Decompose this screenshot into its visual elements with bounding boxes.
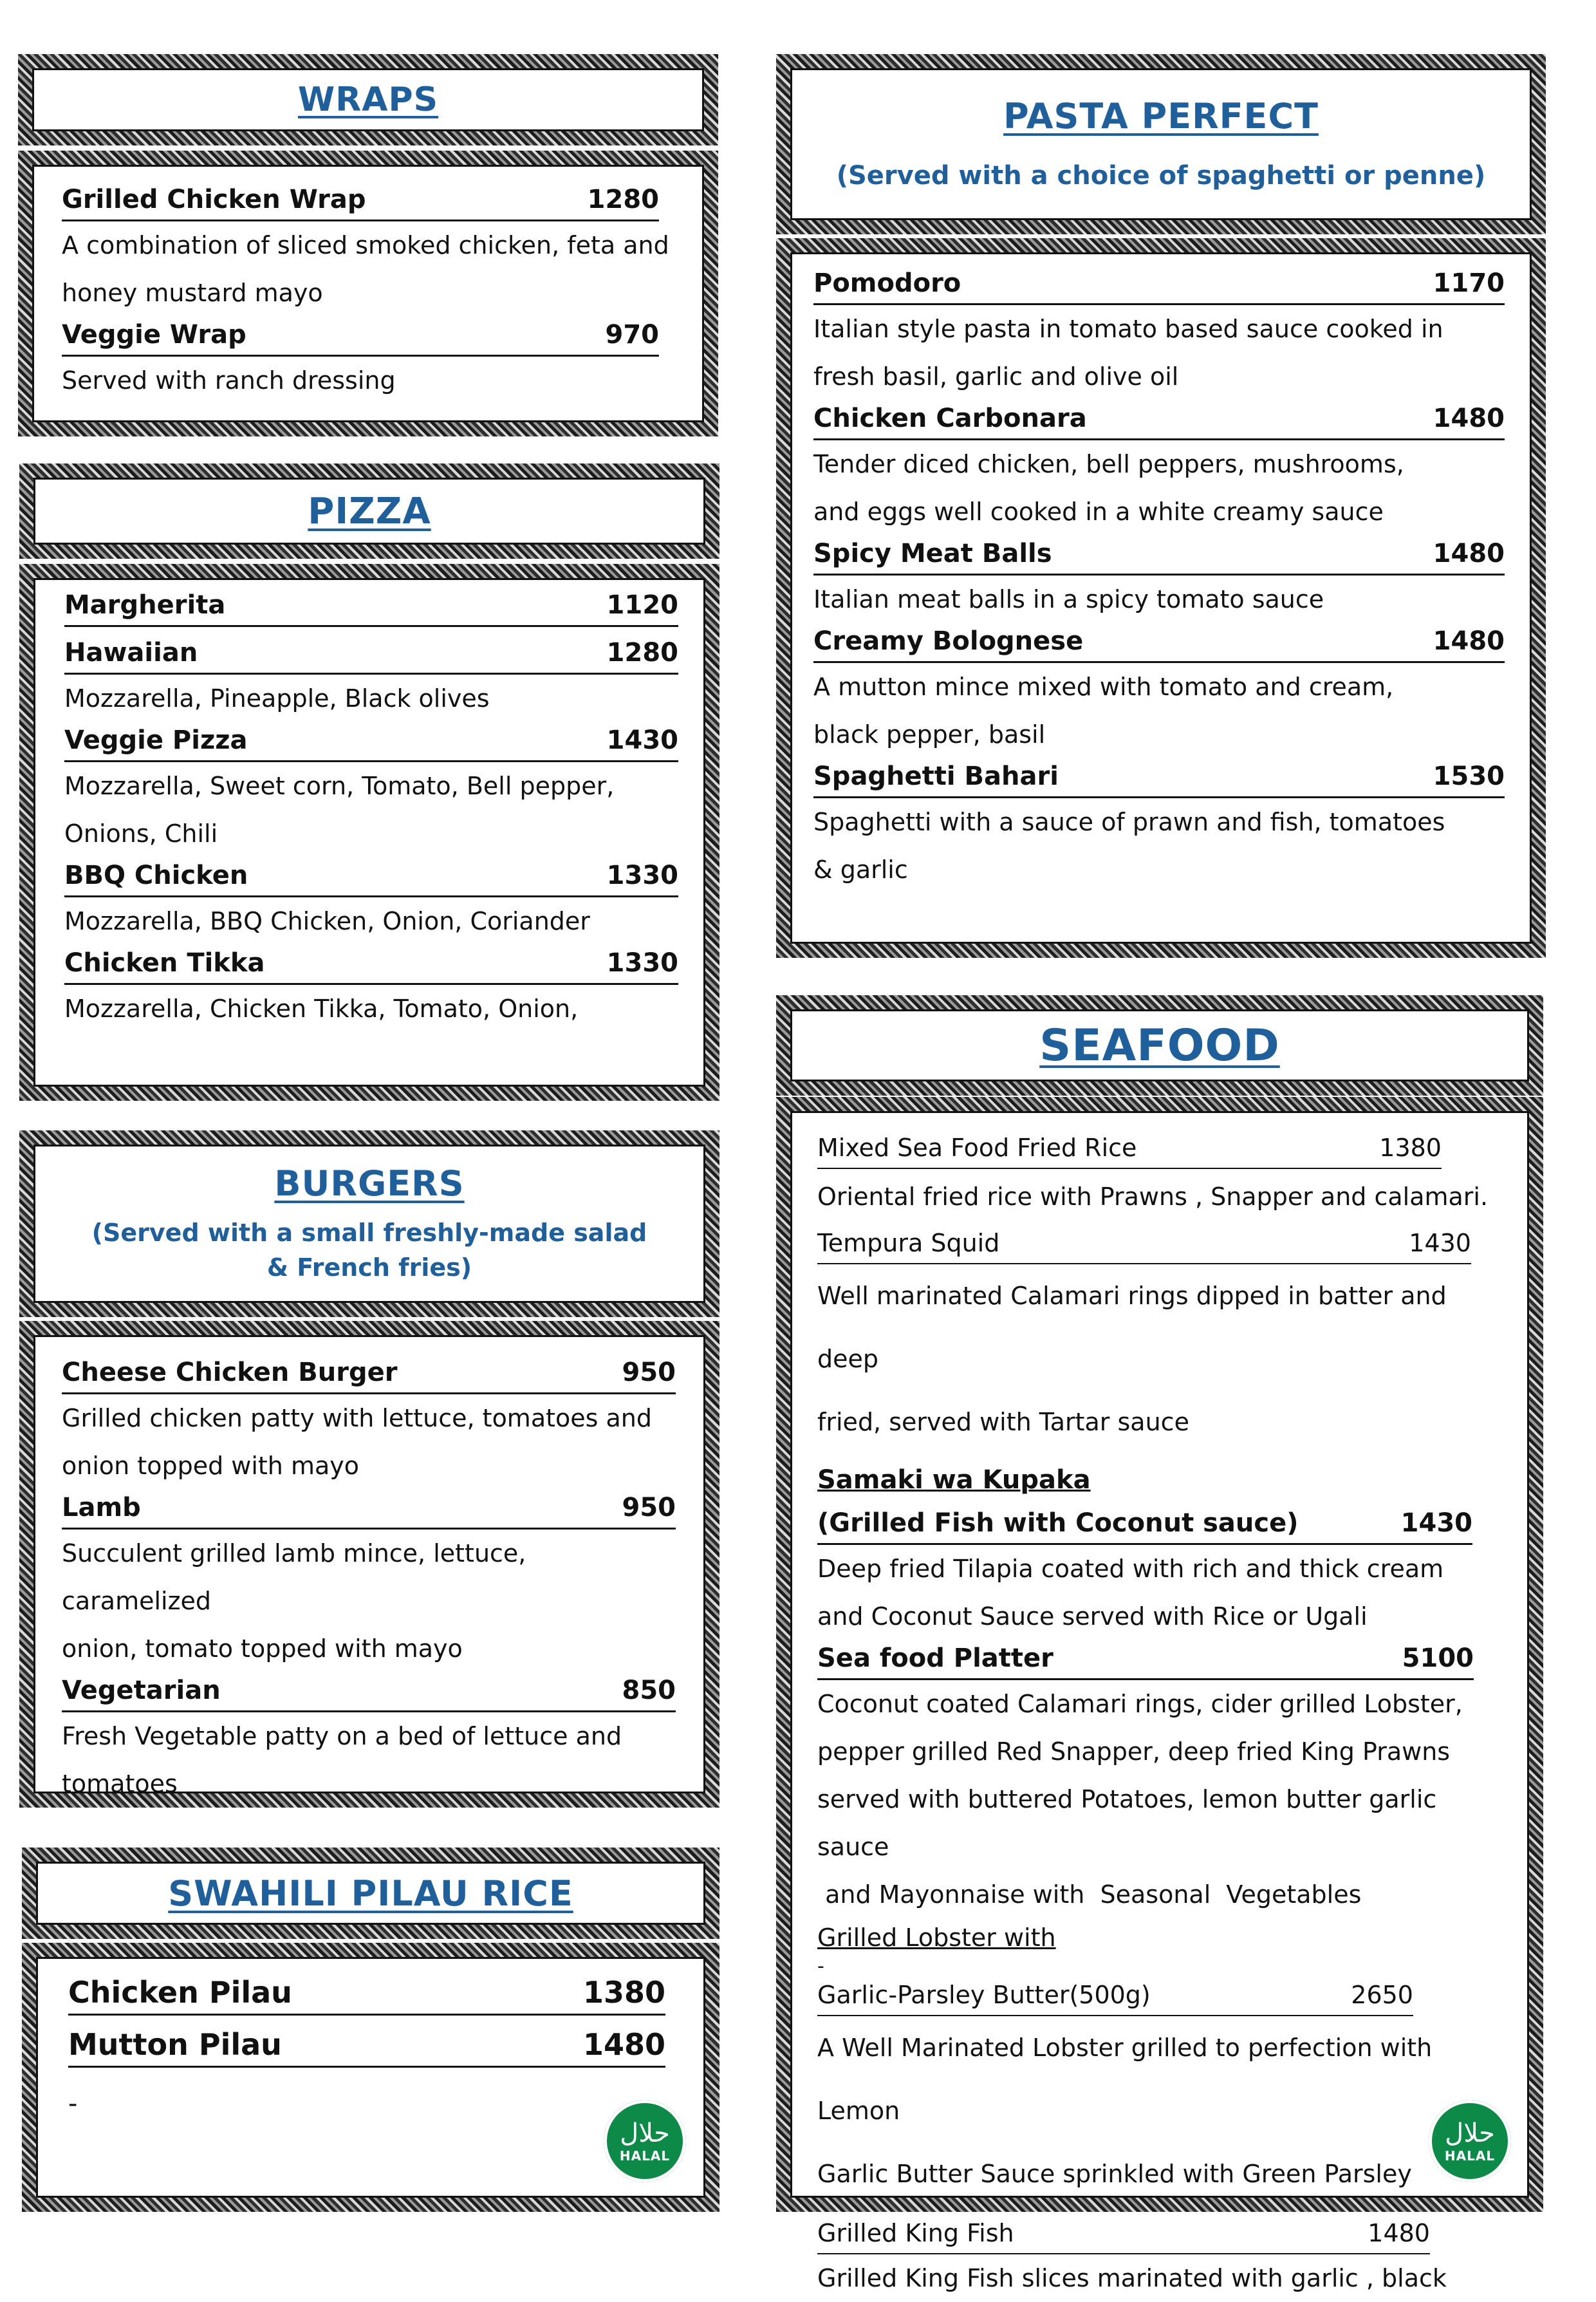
burgers-section bbox=[19, 1321, 719, 1808]
pizza-header bbox=[19, 463, 719, 559]
menu-item: Chicken Pilau 1380 bbox=[68, 1971, 665, 2016]
item-description: Italian style pasta in tomato based sauce cooked in bbox=[813, 315, 1443, 343]
item-description: Spaghetti with a sauce of prawn and fish, tomatoes bbox=[813, 808, 1445, 836]
burgers-subtitle: (Served with a small freshly-made salad bbox=[91, 1218, 647, 1247]
menu-item: Mixed Sea Food Fried Rice 1380 bbox=[817, 1129, 1442, 1169]
item-description: fresh basil, garlic and olive oil bbox=[813, 362, 1179, 391]
seafood-section bbox=[776, 1097, 1543, 2292]
menu-item: Sea food Platter 5100 bbox=[817, 1640, 1474, 1680]
dash-mark: - bbox=[817, 1955, 824, 1978]
menu-item: Tempura Squid 1430 bbox=[817, 1224, 1471, 1264]
pasta-subtitle: (Served with a choice of spaghetti or penne) bbox=[836, 160, 1486, 191]
item-description: A combination of sliced smoked chicken, feta and bbox=[62, 231, 669, 259]
item-description: black pepper, basil bbox=[813, 720, 1046, 749]
item-description: A Well Marinated Lobster grilled to perfection with Lemon bbox=[817, 2034, 1433, 2125]
lobster-name: Grilled Lobster with bbox=[817, 1923, 1056, 1952]
menu-item: Creamy Bolognese 1480 bbox=[813, 623, 1505, 663]
wraps-title: WRAPS bbox=[297, 80, 439, 119]
pilau-title: SWAHILI PILAU RICE bbox=[168, 1873, 573, 1914]
menu-item: Cheese Chicken Burger 950 bbox=[62, 1354, 676, 1394]
menu-item: Chicken Tikka 1330 bbox=[64, 945, 678, 985]
halal-arabic: حلال bbox=[1445, 2119, 1495, 2148]
menu-item: Lamb 950 bbox=[62, 1490, 676, 1530]
menu-item: Veggie Wrap 970 bbox=[62, 317, 659, 357]
menu-item: Mutton Pilau 1480 bbox=[68, 2023, 665, 2068]
item-description: honey mustard mayo bbox=[62, 279, 323, 307]
item-description: and eggs well cooked in a white creamy sauce bbox=[813, 498, 1384, 526]
item-description: Tender diced chicken, bell peppers, mushrooms, bbox=[813, 450, 1404, 478]
item-description: tomatoes bbox=[62, 1770, 178, 1798]
item-description: Italian meat balls in a spicy tomato sauce bbox=[813, 585, 1324, 613]
item-description: and Coconut Sauce served with Rice or Ugali bbox=[817, 1602, 1368, 1631]
burgers-header bbox=[19, 1130, 719, 1317]
burgers-title: BURGERS bbox=[274, 1163, 465, 1204]
menu-item: Spaghetti Bahari 1530 bbox=[813, 758, 1505, 798]
menu-item: Veggie Pizza 1430 bbox=[64, 722, 678, 762]
item-description: Mozzarella, Pineapple, Black olives bbox=[64, 684, 490, 713]
menu-item: Grilled King Fish 1480 bbox=[817, 2214, 1430, 2254]
item-description: Mozzarella, BBQ Chicken, Onion, Coriander bbox=[64, 907, 590, 935]
pasta-header bbox=[776, 54, 1546, 234]
item-description: Garlic Butter Sauce sprinkled with Green Parsley bbox=[817, 2160, 1412, 2188]
item-description: Mozzarella, Sweet corn, Tomato, Bell pepper, bbox=[64, 772, 615, 800]
seafood-title: SEAFOOD bbox=[1039, 1020, 1280, 1071]
wraps-section bbox=[18, 151, 718, 436]
halal-logo bbox=[1429, 2100, 1511, 2182]
halal-label: HALAL bbox=[1444, 2148, 1496, 2164]
item-description: pepper grilled Red Snapper, deep fried King Prawns bbox=[817, 1737, 1451, 1766]
menu-item: Vegetarian 850 bbox=[62, 1672, 676, 1712]
item-description: fried, served with Tartar sauce bbox=[817, 1408, 1189, 1436]
burgers-subtitle: & French fries) bbox=[266, 1253, 472, 1282]
pizza-title: PIZZA bbox=[308, 490, 431, 532]
item-description: Oriental fried rice with Prawns , Snapper and calamari. bbox=[817, 1183, 1489, 1211]
halal-arabic: حلال bbox=[620, 2119, 670, 2148]
menu-item: Pomodoro 1170 bbox=[813, 265, 1505, 305]
item-description: A mutton mince mixed with tomato and cream, bbox=[813, 673, 1394, 701]
pilau-section bbox=[22, 1943, 719, 2212]
item-description: Succulent grilled lamb mince, lettuce, caramelized bbox=[62, 1539, 526, 1615]
item-description: Onions, Chili bbox=[64, 819, 218, 848]
halal-label: HALAL bbox=[619, 2148, 671, 2164]
item-description: and Mayonnaise with Seasonal Vegetables bbox=[817, 1880, 1362, 1909]
item-description: & garlic bbox=[813, 856, 908, 884]
item-description: Mozzarella, Chicken Tikka, Tomato, Onion, bbox=[64, 995, 579, 1023]
seafood-header bbox=[776, 995, 1543, 1096]
item-description: Grilled chicken patty with lettuce, tomatoes and bbox=[62, 1404, 653, 1432]
item-description: Deep fried Tilapia coated with rich and thick cream bbox=[817, 1555, 1444, 1583]
menu-item: Garlic-Parsley Butter(500g) 2650 bbox=[817, 1976, 1413, 2016]
menu-item: BBQ Chicken 1330 bbox=[64, 857, 678, 897]
item-description: Served with ranch dressing bbox=[62, 366, 396, 395]
item-description: onion, tomato topped with mayo bbox=[62, 1634, 463, 1663]
dash-mark: - bbox=[68, 2089, 78, 2119]
menu-item: Spicy Meat Balls 1480 bbox=[813, 536, 1505, 576]
pasta-title: PASTA PERFECT bbox=[1003, 95, 1319, 136]
samaki-name: Samaki wa Kupaka bbox=[817, 1465, 1091, 1495]
item-description: Well marinated Calamari rings dipped in batter and deep bbox=[817, 1282, 1447, 1373]
pasta-section bbox=[776, 238, 1546, 958]
item-description: Coconut coated Calamari rings, cider grilled Lobster, bbox=[817, 1690, 1463, 1718]
item-description: Grilled King Fish slices marinated with garlic , black bbox=[817, 2264, 1447, 2292]
menu-item: Chicken Carbonara 1480 bbox=[813, 400, 1505, 440]
item-description: served with buttered Potatoes, lemon butter garlic sauce bbox=[817, 1785, 1437, 1861]
pilau-header bbox=[22, 1848, 719, 1939]
wraps-header bbox=[18, 54, 718, 145]
item-description: onion topped with mayo bbox=[62, 1452, 360, 1480]
pizza-section bbox=[19, 564, 719, 1101]
menu-item: Margherita 1120 bbox=[64, 587, 678, 627]
menu-item: Grilled Chicken Wrap 1280 bbox=[62, 182, 659, 221]
halal-logo bbox=[604, 2100, 686, 2182]
menu-item: Hawaiian 1280 bbox=[64, 635, 678, 675]
menu-item: (Grilled Fish with Coconut sauce) 1430 bbox=[817, 1505, 1472, 1545]
item-description: Fresh Vegetable patty on a bed of lettuce and bbox=[62, 1722, 622, 1750]
